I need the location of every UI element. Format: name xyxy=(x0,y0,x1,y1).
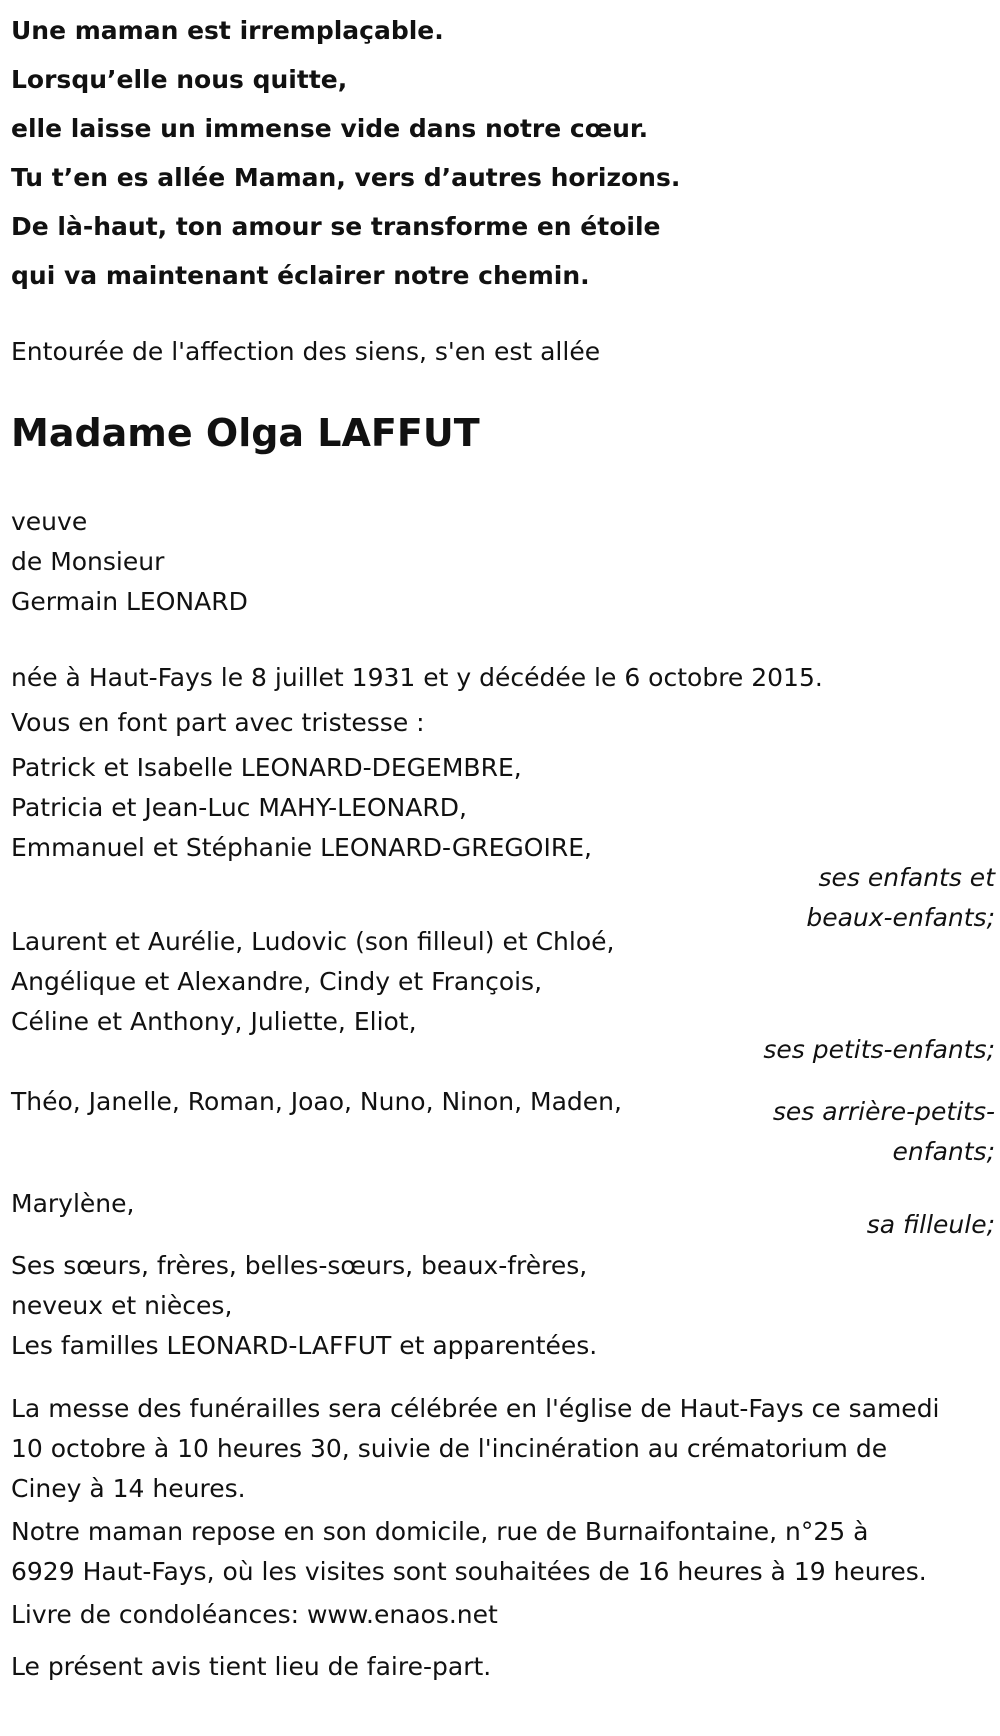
poem-line: qui va maintenant éclairer notre chemin. xyxy=(11,261,590,290)
funeral-paragraph xyxy=(11,1389,996,1509)
relation-line: beaux-enfants; xyxy=(806,903,995,932)
grandchildren-relation: ses petits-enfants; xyxy=(763,1035,995,1064)
poem-line: Lorsqu’elle nous quitte, xyxy=(11,65,348,94)
list-item: Céline et Anthony, Juliette, Eliot, xyxy=(11,1007,417,1036)
list-item: Patricia et Jean-Luc MAHY-LEONARD, xyxy=(11,793,467,822)
list-item: Patrick et Isabelle LEONARD-DEGEMBRE, xyxy=(11,753,522,782)
paragraph-line: 10 octobre à 10 heures 30, suivie de l'incinération au crématorium de xyxy=(11,1434,888,1463)
condolences-text: Livre de condoléances: www.enaos.net xyxy=(11,1600,498,1629)
birth-death-text: née à Haut-Fays le 8 juillet 1931 et y décédée le 6 octobre 2015. xyxy=(11,663,823,692)
relation-line: enfants; xyxy=(892,1137,995,1166)
intro-text: Entourée de l'affection des siens, s'en est allée xyxy=(11,337,601,366)
widow-of xyxy=(11,502,248,622)
goddaughter-name: Marylène, xyxy=(11,1189,135,1218)
announce-text: Vous en font part avec tristesse : xyxy=(11,708,425,737)
visit-paragraph xyxy=(11,1512,996,1592)
poem-line: Une maman est irremplaçable. xyxy=(11,16,444,45)
list-item: Emmanuel et Stéphanie LEONARD-GREGOIRE, xyxy=(11,833,592,862)
children-relation xyxy=(806,858,995,938)
poem-line: De là-haut, ton amour se transforme en étoile xyxy=(11,212,661,241)
list-item: Ses sœurs, frères, belles-sœurs, beaux-frères, xyxy=(11,1251,588,1280)
list-item: Laurent et Aurélie, Ludovic (son filleul) et Chloé, xyxy=(11,927,615,956)
poem xyxy=(11,6,951,300)
widow-line: de Monsieur xyxy=(11,547,165,576)
relation-line: ses arrière-petits- xyxy=(772,1097,995,1126)
great-grandchildren-relation xyxy=(773,1092,995,1172)
great-grandchildren-list: Théo, Janelle, Roman, Joao, Nuno, Ninon, Maden, xyxy=(11,1087,622,1116)
grandchildren-list xyxy=(11,922,614,1042)
list-item: Angélique et Alexandre, Cindy et François, xyxy=(11,967,543,996)
poem-line: Tu t’en es allée Maman, vers d’autres horizons. xyxy=(11,163,681,192)
paragraph-line: 6929 Haut-Fays, où les visites sont souhaitées de 16 heures à 19 heures. xyxy=(11,1557,927,1586)
notice-text: Le présent avis tient lieu de faire-part. xyxy=(11,1652,492,1681)
deceased-name: Madame Olga LAFFUT xyxy=(11,411,480,455)
list-item: Les familles LEONARD-LAFFUT et apparentées. xyxy=(11,1331,598,1360)
widow-line: Germain LEONARD xyxy=(11,587,248,616)
poem-line: elle laisse un immense vide dans notre cœur. xyxy=(11,114,649,143)
family-list xyxy=(11,1246,597,1366)
paragraph-line: La messe des funérailles sera célébrée en l'église de Haut-Fays ce samedi xyxy=(11,1394,940,1423)
goddaughter-relation: sa filleule; xyxy=(866,1210,995,1239)
children-list xyxy=(11,748,592,868)
list-item: neveux et nièces, xyxy=(11,1291,233,1320)
relation-line: ses enfants et xyxy=(818,863,995,892)
paragraph-line: Ciney à 14 heures. xyxy=(11,1474,246,1503)
paragraph-line: Notre maman repose en son domicile, rue de Burnaifontaine, n°25 à xyxy=(11,1517,869,1546)
widow-line: veuve xyxy=(11,507,88,536)
